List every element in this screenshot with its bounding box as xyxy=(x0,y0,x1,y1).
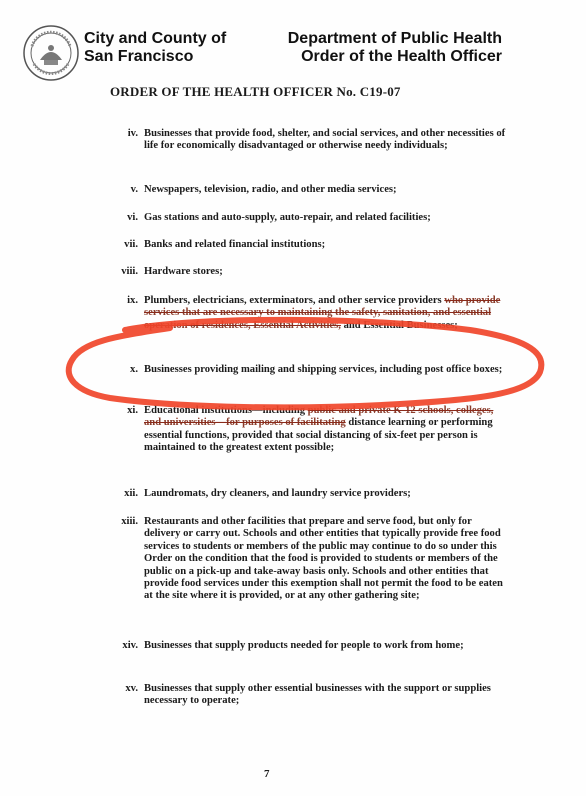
item-text: Laundromats, dry cleaners, and laundry service providers; xyxy=(144,488,411,499)
item-text-a: Plumbers, electricians, exterminators, and other service providers xyxy=(144,295,445,306)
struck-text: who provide services that are necessary to maintaining the safety, sanitation, and essential operation of residences, Essential Activities, xyxy=(144,295,501,331)
list-item-iv xyxy=(108,128,508,153)
list-item-xi xyxy=(108,405,508,455)
item-text-b: and Essential Businesses; xyxy=(340,319,458,331)
org-right-line2: Order of the Health Officer xyxy=(301,48,502,65)
list-item-xiv xyxy=(108,640,508,652)
item-number: iv. xyxy=(127,128,138,139)
item-text-b: distance learning or performing essential functions, provided that social distancing of six-feet per person is maintained to the greatest extent possible; xyxy=(144,417,493,454)
struck-text: public and private K-12 schools, colleges, and universities—for purposes of facilitating xyxy=(144,405,494,429)
org-left-line1: City and County of xyxy=(84,30,227,47)
order-title: ORDER OF THE HEALTH OFFICER No. C19-07 xyxy=(110,84,401,99)
org-left-line2: San Francisco xyxy=(84,48,194,65)
list-item-ix xyxy=(108,295,508,332)
org-name-left xyxy=(84,30,226,66)
org-right-line1: Department of Public Health xyxy=(287,30,502,47)
list-item-x xyxy=(108,364,508,376)
list-item-v xyxy=(108,184,508,196)
list-item-xiii xyxy=(108,516,508,603)
item-number: xii. xyxy=(124,488,138,499)
list-item-vii xyxy=(108,239,508,251)
item-number: x. xyxy=(130,364,138,375)
item-text: Businesses that provide food, shelter, and social services, and other necessities of life for economically disadvantaged or otherwise needy individuals; xyxy=(144,128,506,152)
item-number: xi. xyxy=(127,405,138,416)
item-number: vi. xyxy=(127,212,138,223)
item-text: Banks and related financial institutions; xyxy=(144,239,326,250)
list-item-xv xyxy=(108,683,508,708)
item-text: Gas stations and auto-supply, auto-repair, and related facilities; xyxy=(144,212,431,223)
item-number: v. xyxy=(130,184,138,195)
item-text: Businesses that supply products needed for people to work from home; xyxy=(144,640,464,651)
item-text xyxy=(144,295,508,332)
list-item-vi xyxy=(108,212,508,224)
item-text: Businesses that supply other essential businesses with the support or supplies necessary to operate; xyxy=(144,683,491,707)
item-text-a: Educational institutions—including xyxy=(144,405,308,416)
list-item-viii xyxy=(108,266,508,278)
city-seal-icon xyxy=(22,24,80,82)
item-number: xiv. xyxy=(122,640,138,651)
item-number: viii. xyxy=(121,266,138,277)
item-text: Newspapers, television, radio, and other media services; xyxy=(144,184,397,195)
item-text: Businesses providing mailing and shipping services, including post office boxes; xyxy=(144,364,503,375)
item-number: xiii. xyxy=(121,516,138,527)
page-number: 7 xyxy=(264,768,270,780)
item-number: ix. xyxy=(127,295,138,306)
item-text: Restaurants and other facilities that prepare and serve food, but only for delivery or carry out. Schools and other entities that typically provide free food services to students or members of the public may continue to do so under this Order on the condition that the food is provided to students or members of the public on a pick-up and take-away basis only. Schools and other entities that provide food services under this exemption shall not permit the food to be eaten at the site where it is provided, or at any other gathering site; xyxy=(144,516,503,602)
item-number: xv. xyxy=(125,683,138,694)
org-name-right xyxy=(288,30,502,66)
item-text xyxy=(144,405,508,455)
item-text: Hardware stores; xyxy=(144,266,223,277)
list-item-xii xyxy=(108,488,508,500)
item-number: vii. xyxy=(124,239,138,250)
